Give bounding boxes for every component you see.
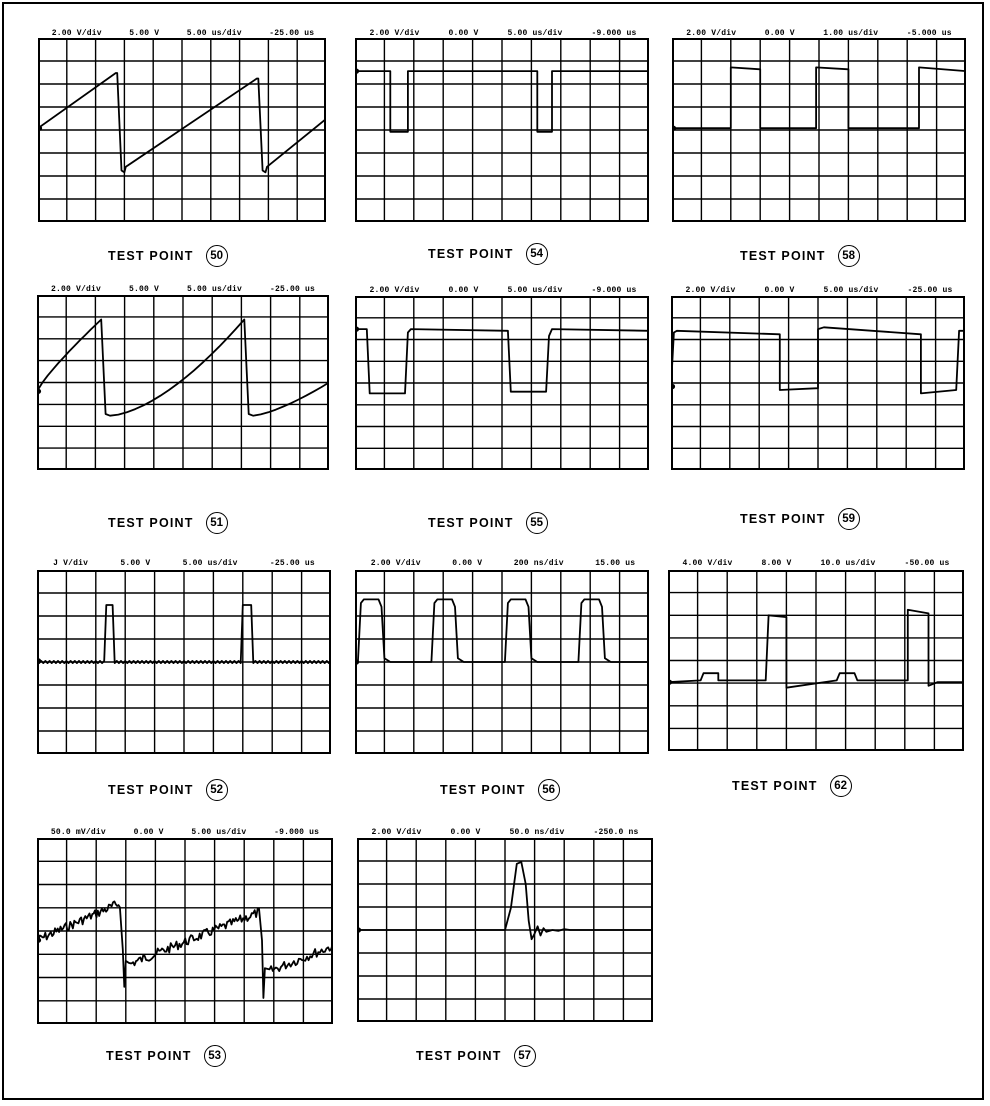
ground-reference-marker (357, 927, 361, 932)
header-delay: -9.000 us (274, 827, 320, 837)
scope-graticule (355, 296, 649, 470)
header-delay: -25.00 us (269, 28, 315, 38)
oscilloscope-screen (37, 838, 333, 1024)
scope-graticule (355, 38, 649, 222)
test-point-text: TEST POINT (108, 783, 194, 797)
scope-graticule (357, 838, 653, 1022)
test-point-number-circle: 56 (538, 779, 560, 801)
test-point-text: TEST POINT (428, 247, 514, 261)
header-volts-div: 2.00 V/div (51, 28, 102, 38)
header-delay: -50.00 us (904, 558, 950, 568)
test-point-number-circle: 55 (526, 512, 548, 534)
test-point-text: TEST POINT (740, 249, 826, 263)
header-time-div: 1.00 us/div (823, 28, 879, 38)
header-delay: -5.000 us (906, 28, 952, 38)
header-time-div: 50.0 ns/div (509, 827, 565, 837)
header-volts-div: 2.00 V/div (685, 285, 736, 295)
header-offset: 0.00 V (450, 827, 481, 837)
scope-graticule (37, 295, 329, 470)
scope-graticule (668, 570, 964, 751)
test-point-label (732, 775, 852, 797)
header-time-div: 5.00 us/div (186, 284, 242, 294)
header-offset: 0.00 V (764, 28, 795, 38)
test-point-label (428, 243, 548, 265)
header-offset: 5.00 V (120, 558, 151, 568)
test-point-number-circle: 51 (206, 512, 228, 534)
header-time-div: 10.0 us/div (820, 558, 876, 568)
header-offset: 0.00 V (448, 285, 479, 295)
oscilloscope-screen (38, 38, 326, 222)
ground-reference-marker (355, 327, 359, 332)
header-volts-div: 2.00 V/div (369, 285, 420, 295)
scope-settings-header (37, 283, 329, 295)
header-time-div: 5.00 us/div (823, 285, 879, 295)
header-delay: 15.00 us (595, 558, 636, 568)
scope-graticule (38, 38, 326, 222)
test-point-text: TEST POINT (732, 779, 818, 793)
test-point-number-circle: 57 (514, 1045, 536, 1067)
oscilloscope-screen (37, 295, 329, 470)
scope-graticule (672, 38, 966, 222)
header-volts-div: 50.0 mV/div (50, 827, 106, 837)
test-point-label (108, 512, 228, 534)
header-time-div: 5.00 us/div (182, 558, 238, 568)
scope-settings-header (357, 826, 653, 838)
scope-graticule (355, 570, 649, 754)
header-time-div: 5.00 us/div (186, 28, 242, 38)
header-offset: 0.00 V (764, 285, 795, 295)
header-volts-div: 2.00 V/div (371, 827, 422, 837)
header-volts-div: 2.00 V/div (686, 28, 737, 38)
ground-reference-marker (37, 389, 41, 394)
scope-graticule (671, 296, 965, 470)
test-point-text: TEST POINT (106, 1049, 192, 1063)
test-point-number-circle: 50 (206, 245, 228, 267)
test-point-label (740, 508, 860, 530)
test-point-label (740, 245, 860, 267)
header-delay: -9.000 us (591, 285, 637, 295)
oscilloscope-screen (37, 570, 331, 754)
header-time-div: 5.00 us/div (507, 28, 563, 38)
header-volts-div: 4.00 V/div (682, 558, 733, 568)
ground-reference-marker (668, 680, 672, 685)
header-volts-div: 2.00 V/div (50, 284, 101, 294)
ground-reference-marker (37, 938, 41, 943)
test-point-label (428, 512, 548, 534)
scope-graticule (37, 838, 333, 1024)
test-point-number-circle: 58 (838, 245, 860, 267)
test-point-text: TEST POINT (740, 512, 826, 526)
header-offset: 0.00 V (452, 558, 483, 568)
scope-settings-header (355, 557, 651, 569)
header-offset: 8.00 V (761, 558, 792, 568)
scope-settings-header (355, 284, 651, 296)
test-point-number-circle: 53 (204, 1045, 226, 1067)
scope-settings-header (37, 557, 331, 569)
header-delay: -250.0 ns (593, 827, 639, 837)
header-delay: -25.00 us (269, 284, 315, 294)
test-point-label (106, 1045, 226, 1067)
ground-reference-marker (355, 69, 359, 74)
test-point-number-circle: 54 (526, 243, 548, 265)
scope-settings-header (668, 557, 964, 569)
oscilloscope-screen (671, 296, 965, 470)
test-point-text: TEST POINT (108, 249, 194, 263)
header-delay: -25.00 us (907, 285, 953, 295)
header-time-div: 200 ns/div (513, 558, 564, 568)
test-point-number-circle: 52 (206, 779, 228, 801)
test-point-text: TEST POINT (428, 516, 514, 530)
oscilloscope-screen (668, 570, 964, 751)
header-volts-div: 2.00 V/div (370, 558, 421, 568)
test-point-label (108, 779, 228, 801)
header-offset: 5.00 V (128, 284, 159, 294)
header-offset: 0.00 V (133, 827, 164, 837)
header-delay: -25.00 us (269, 558, 315, 568)
scope-settings-header (37, 826, 333, 838)
test-point-label (416, 1045, 536, 1067)
test-point-text: TEST POINT (440, 783, 526, 797)
header-volts-div: J V/div (53, 558, 89, 568)
header-offset: 0.00 V (448, 28, 479, 38)
scope-graticule (37, 570, 331, 754)
oscilloscope-screen (355, 296, 649, 470)
test-point-number-circle: 62 (830, 775, 852, 797)
header-time-div: 5.00 us/div (507, 285, 563, 295)
oscilloscope-screen (355, 570, 649, 754)
test-point-text: TEST POINT (416, 1049, 502, 1063)
header-delay: -9.000 us (591, 28, 637, 38)
header-volts-div: 2.00 V/div (369, 28, 420, 38)
header-time-div: 5.00 us/div (191, 827, 247, 837)
test-point-label (108, 245, 228, 267)
test-point-label (440, 779, 560, 801)
oscilloscope-screen (355, 38, 649, 222)
ground-reference-marker (671, 384, 675, 389)
test-point-text: TEST POINT (108, 516, 194, 530)
oscilloscope-screen (672, 38, 966, 222)
oscilloscope-screen (357, 838, 653, 1022)
scope-settings-header (671, 284, 967, 296)
header-offset: 5.00 V (129, 28, 160, 38)
test-point-number-circle: 59 (838, 508, 860, 530)
